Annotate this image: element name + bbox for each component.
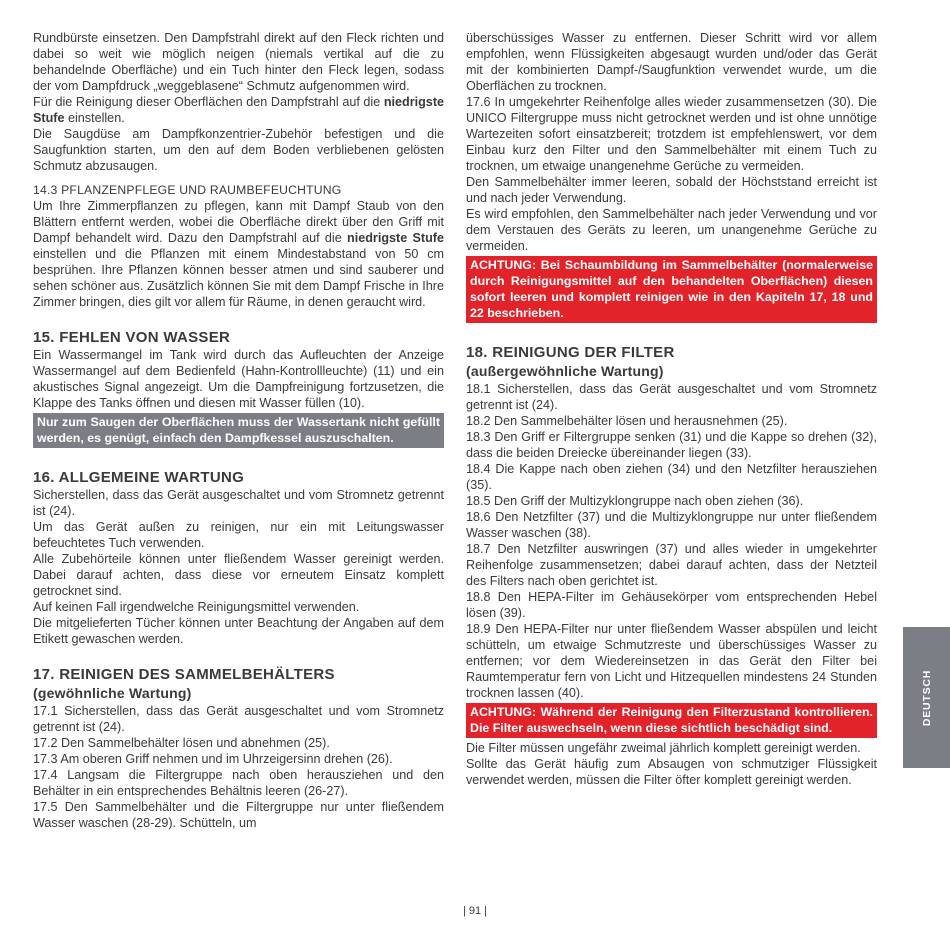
paragraph: 17.1 Sicherstellen, dass das Gerät ausgeschaltet und vom Stromnetz getrennt ist (24). xyxy=(33,704,444,734)
paragraph xyxy=(33,94,444,126)
paragraph: 18.5 Den Griff der Multizyklongruppe nach oben ziehen (36). xyxy=(466,494,804,508)
paragraph: Die Filter müssen ungefähr zweimal jährlich komplett gereinigt werden. xyxy=(466,741,861,755)
paragraph: 18.7 Den Netzfilter auswringen (37) und alles wieder in umgekehrter Reihenfolge zusammensetzen; dabei darauf achten, dass der Netzteil des Filters nach oben gerichtet ist. xyxy=(466,542,877,588)
paragraph: 18.2 Den Sammelbehälter lösen und herausnehmen (25). xyxy=(466,414,788,428)
text: Um Ihre Zimmerpflanzen zu pflegen, kann mit Dampf Staub von den Blättern entfernt werden, wobei die Oberfläche direkt über den Griff mit Dampf behandelt wird. Dazu den Dampfstrahl auf die xyxy=(33,199,444,245)
spacer xyxy=(33,310,444,328)
paragraph: Sicherstellen, dass das Gerät ausgeschaltet und vom Stromnetz getrennt ist (24). xyxy=(33,488,444,518)
paragraph: Es wird empfohlen, den Sammelbehälter nach jeder Verwendung und vor dem Verstauen des Geräts zu leeren, um unangenehme Gerüche zu vermeiden. xyxy=(466,207,877,253)
paragraph: Auf keinen Fall irgendwelche Reinigungsmittel verwenden. xyxy=(33,600,360,614)
paragraph: 18.9 Den HEPA-Filter nur unter fließendem Wasser abspülen und leicht schütteln, um etwaige Schmutzreste und überschüssiges Wasser zu entfernen; vor dem Wiedereinsetzen in das Gerät den Filter bei Raumtemperatur fern von Licht und Hitzequellen mindestens 24 Stunden trocknen lassen (40). xyxy=(466,622,877,700)
paragraph: Die mitgelieferten Tücher können unter Beachtung der Angaben auf dem Etikett gewaschen werden. xyxy=(33,616,444,646)
paragraph: 18.8 Den HEPA-Filter im Gehäusekörper vom entsprechenden Hebel lösen (39). xyxy=(466,590,877,620)
text: einstellen und die Pflanzen mit einem Mindestabstand von 50 cm besprühen. Ihre Pflanzen können besser atmen und sind sauberer und sehen schöner aus. Zusätzlich können Sie mit dem Dampf Frische in Ihre Zimmer bringen, dies gilt vor allem für Räume, in denen geraucht wird. xyxy=(33,247,444,309)
spacer xyxy=(33,647,444,665)
paragraph: Rundbürste einsetzen. Den Dampfstrahl direkt auf den Fleck richten und dabei so weit wie möglich neigen (niemals vertikal auf die zu behandelnde Oberfläche) und ein Tuch hinter den Fleck legen, sodass der vom Dampfdruck „weggeblasene“ Schmutz aufgenommen wird. xyxy=(33,31,444,93)
warning-box: ACHTUNG: Bei Schaumbildung im Sammelbehälter (normalerweise durch Reinigungsmittel auf den behandelten Oberflächen) diesen sofort leeren und komplett reinigen wie in den Kapiteln 17, 18 und 22 beschrieben. xyxy=(466,256,877,323)
left-column xyxy=(33,30,444,831)
section-subheading-18: (außergewöhnliche Wartung) xyxy=(466,363,664,379)
text: Für die Reinigung dieser Oberflächen den Dampfstrahl auf die xyxy=(33,95,381,109)
section-heading-17: 17. REINIGEN DES SAMMELBEHÄLTERS xyxy=(33,666,335,683)
section-heading-15: 15. FEHLEN VON WASSER xyxy=(33,329,231,346)
paragraph: Sollte das Gerät häufig zum Absaugen von schmutziger Flüssigkeit verwendet werden, müssen die Filter öfter komplett gereinigt werden. xyxy=(466,757,877,787)
section-heading-16: 16. ALLGEMEINE WARTUNG xyxy=(33,469,245,486)
paragraph: 17.5 Den Sammelbehälter und die Filtergruppe nur unter fließendem Wasser waschen (28-29). Schütteln, um xyxy=(33,800,444,830)
section-heading-18: 18. REINIGUNG DER FILTER xyxy=(466,344,675,361)
paragraph: überschüssiges Wasser zu entfernen. Dieser Schritt wird vor allem empfohlen, wenn Flüssigkeiten abgesaugt wurden und/oder das Gerät mit der kombinierten Dampf-/Saugfunktion verwendet wurde, um die Oberflächen zu trocknen. xyxy=(466,31,877,93)
language-tab-label: DEUTSCH xyxy=(920,669,933,726)
spacer xyxy=(33,174,444,182)
paragraph: 18.6 Den Netzfilter (37) und die Multizyklongruppe nur unter fließendem Wasser waschen (38). xyxy=(466,510,877,540)
spacer xyxy=(33,450,444,468)
paragraph: Den Sammelbehälter immer leeren, sobald der Höchststand erreicht ist und nach jeder Verwendung. xyxy=(466,175,877,205)
paragraph: 18.3 Den Griff er Filtergruppe senken (31) und die Kappe so drehen (32), dass die beiden Dreiecke übereinander liegen (33). xyxy=(466,430,877,460)
paragraph xyxy=(33,198,444,310)
spacer xyxy=(466,325,877,343)
subsection-heading-14-3: 14.3 PFLANZENPFLEGE UND RAUMBEFEUCHTUNG xyxy=(33,183,342,197)
text: einstellen. xyxy=(67,111,125,125)
paragraph: 17.6 In umgekehrter Reihenfolge alles wieder zusammensetzen (30). Die UNICO Filtergruppe muss nicht getrocknet werden und ist ohne unnötige Wartezeiten sofort einsatzbereit; trotzdem ist empfehlenswert, vor dem Einbau kurz den Filter und den Sammelbehälter mit einem Tuch zu trocknen, um etwaige unangenehme Gerüche zu vermeiden. xyxy=(466,95,877,173)
paragraph: 17.2 Den Sammelbehälter lösen und abnehmen (25). xyxy=(33,736,330,750)
language-tab xyxy=(903,627,950,768)
section-subheading-17: (gewöhnliche Wartung) xyxy=(33,685,192,701)
paragraph: Ein Wassermangel im Tank wird durch das Aufleuchten der Anzeige Wassermangel auf dem Bedienfeld (Hahn-Kontrollleuchte) (11) und ein akustisches Signal angezeigt. Um die Dampfreinigung fortzusetzen, die Klappe des Tanks öffnen und diesen mit Wasser füllen (10). xyxy=(33,348,444,410)
page-number: | 91 | xyxy=(462,905,488,917)
paragraph: 17.3 Am oberen Griff nehmen und im Uhrzeigersinn drehen (26). xyxy=(33,752,393,766)
note-box: Nur zum Saugen der Oberflächen muss der Wassertank nicht gefüllt werden, es genügt, einfach den Dampfkessel auszuschalten. xyxy=(33,413,444,448)
paragraph: 18.4 Die Kappe nach oben ziehen (34) und den Netzfilter herausziehen (35). xyxy=(466,462,877,492)
paragraph: Um das Gerät außen zu reinigen, nur ein mit Leitungswasser befeuchtetes Tuch verwenden. xyxy=(33,520,444,550)
paragraph: 18.1 Sicherstellen, dass das Gerät ausgeschaltet und vom Stromnetz getrennt ist (24). xyxy=(466,382,877,412)
emphasis-text: niedrigste Stufe xyxy=(33,95,445,125)
paragraph: Die Saugdüse am Dampfkonzentrier-Zubehör befestigen und die Saugfunktion starten, um den auf dem Boden verbliebenen gelösten Schmutz abzusaugen. xyxy=(33,127,444,173)
right-column xyxy=(466,30,877,788)
paragraph: 17.4 Langsam die Filtergruppe nach oben herausziehen und den Behälter in ein entsprechendes Behältnis leeren (26-27). xyxy=(33,768,444,798)
emphasis-text: niedrigste Stufe xyxy=(347,231,444,245)
paragraph: Alle Zubehörteile können unter fließendem Wasser gereinigt werden. Dabei darauf achten, dass diese vor erneutem Einsatz komplett getrocknet sind. xyxy=(33,552,444,598)
warning-box: ACHTUNG: Während der Reinigung den Filterzustand kontrollieren. Die Filter auswechseln, wenn diese sichtlich beschädigt sind. xyxy=(466,703,877,738)
